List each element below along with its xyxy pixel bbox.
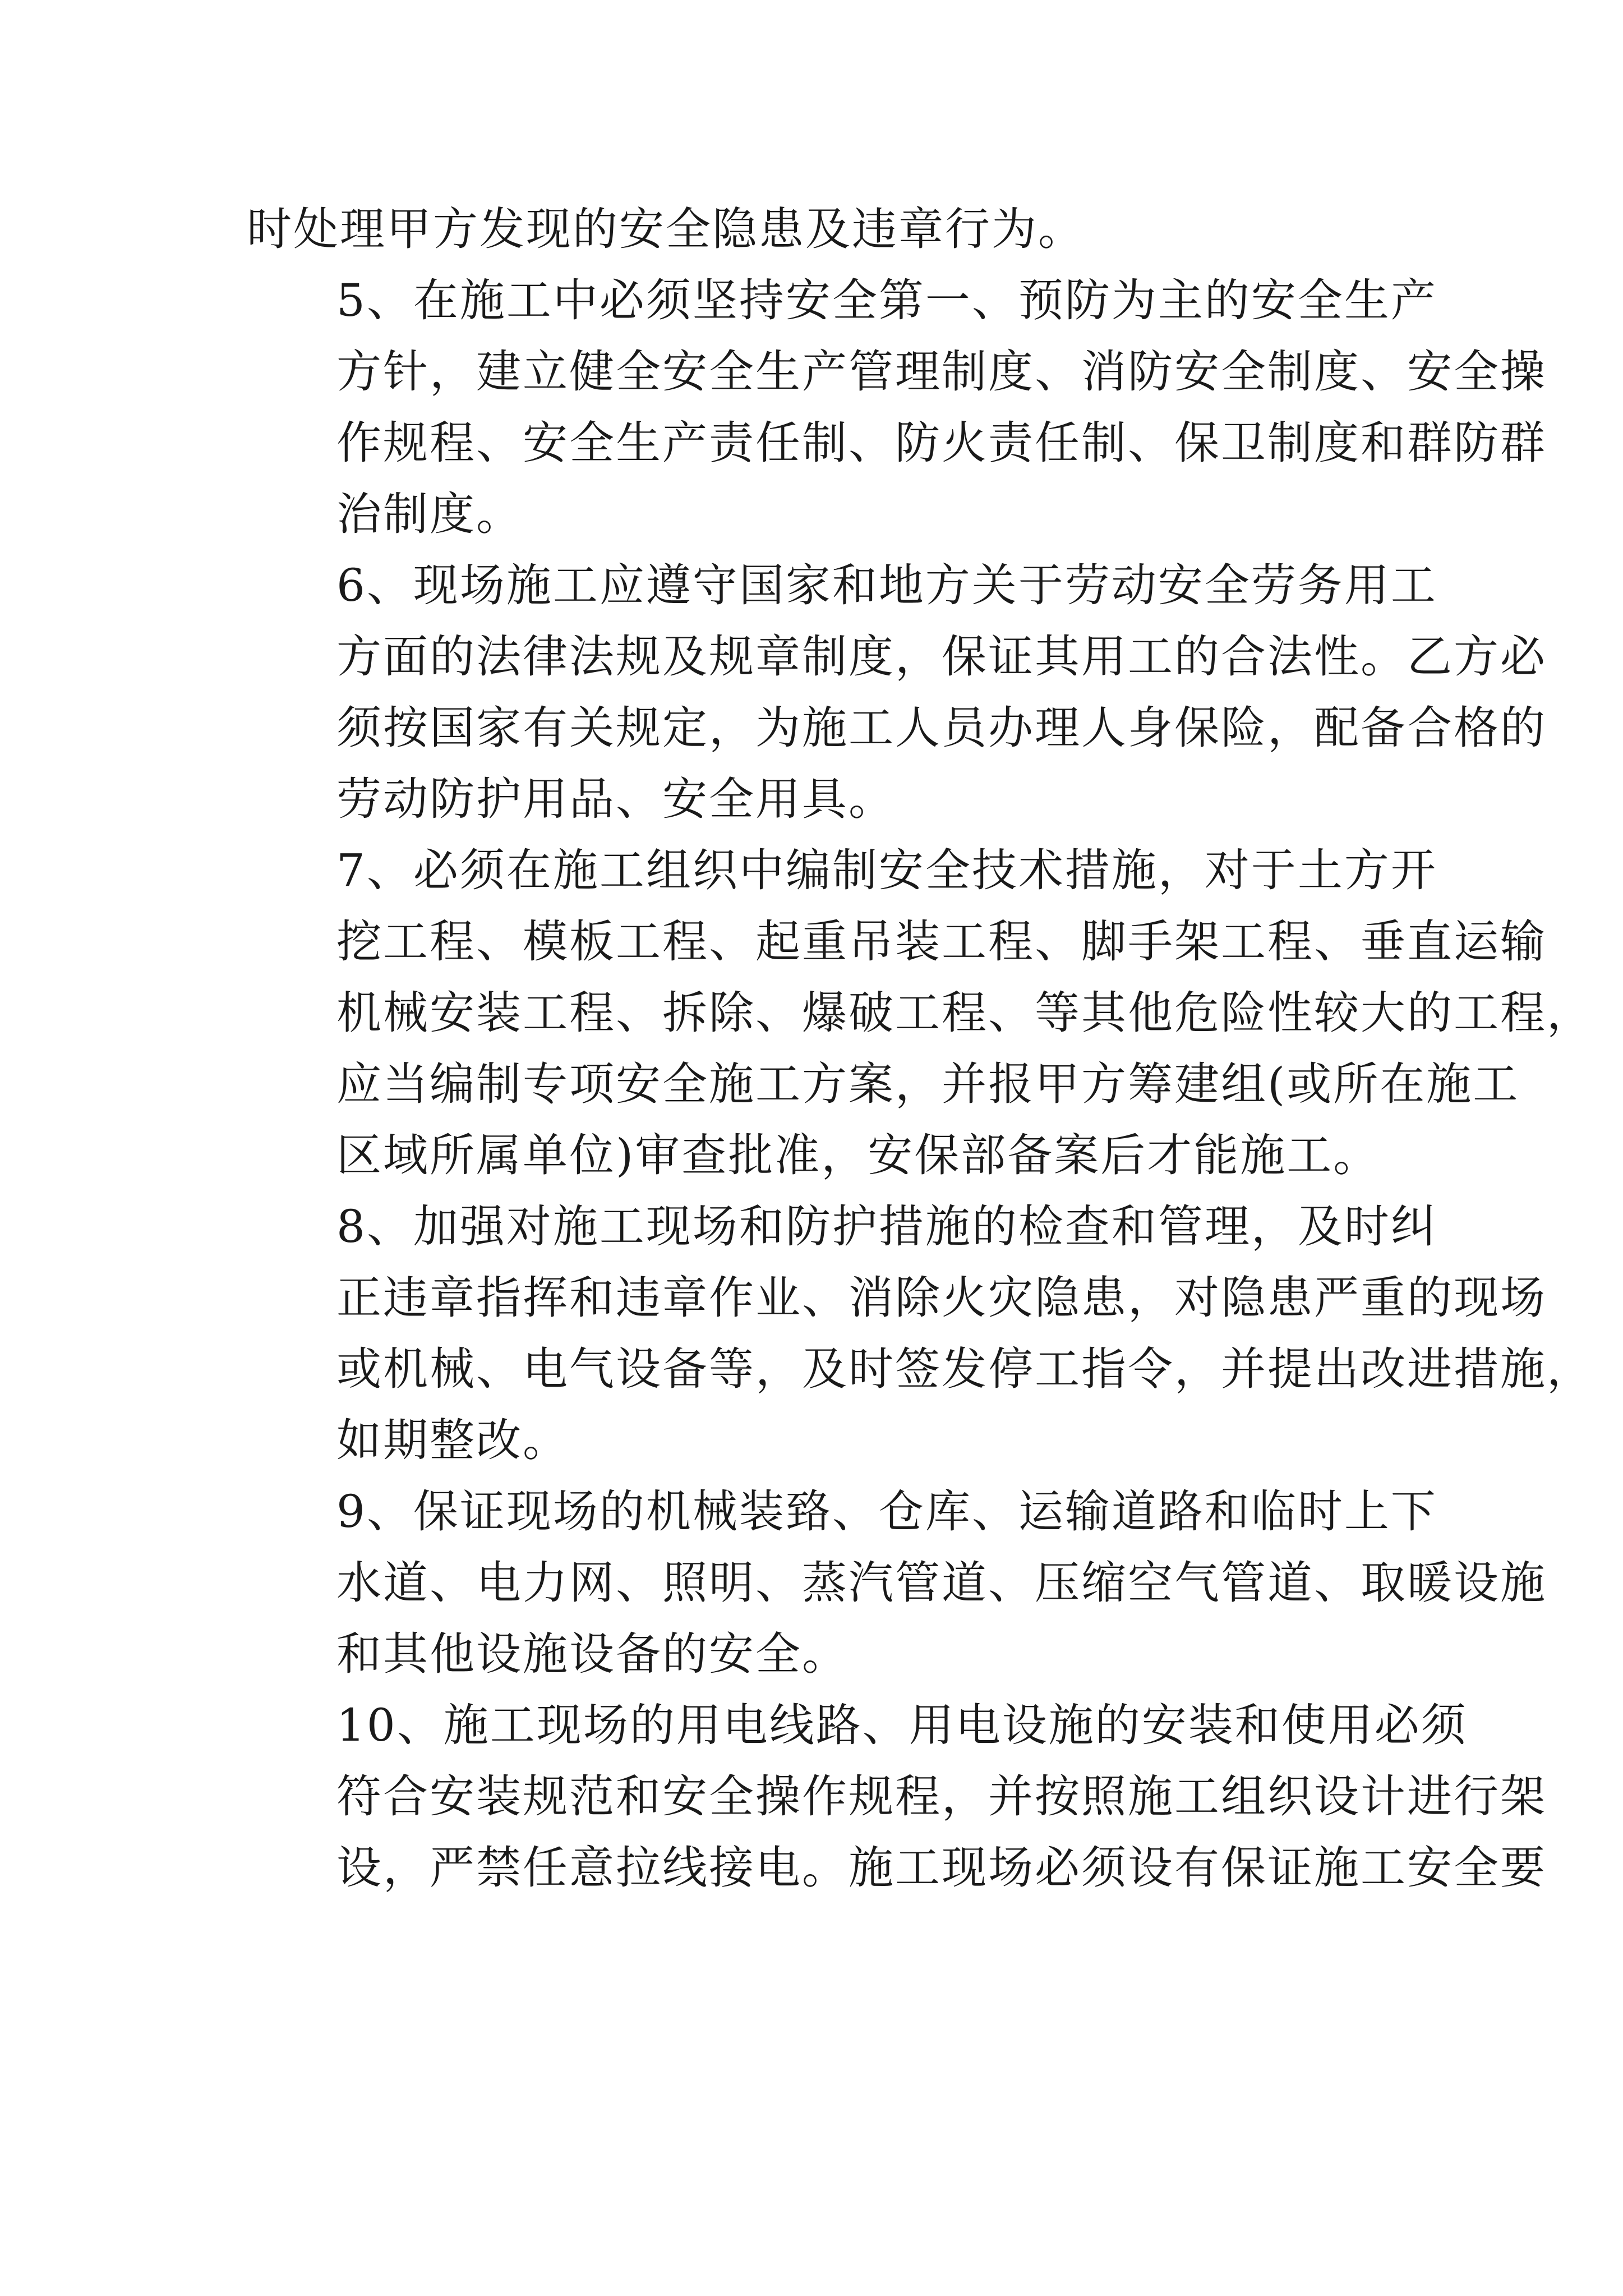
paragraph-continuation [247, 194, 1385, 265]
text-line: 水道、电力网、照明、蒸汽管道、压缩空气管道、取暖设施 [336, 1557, 1547, 1609]
text-line: 方针，建立健全安全生产管理制度、消防安全制度、安全操 [336, 346, 1547, 398]
text-line: 5、在施工中必须坚持安全第一、预防为主的安全生产 [336, 274, 1437, 326]
text-line: 应当编制专项安全施工方案，并报甲方筹建组(或所在施工 [336, 1058, 1520, 1110]
text-line: 治制度。 [336, 488, 523, 540]
text-line: 或机械、电气设备等，及时签发停工指令，并提出改进措施， [336, 1343, 1593, 1395]
text-line: 符合安装规范和安全操作规程，并按照施工组织设计进行架 [336, 1770, 1547, 1823]
text-line: 7、必须在施工组织中编制安全技术措施，对于土方开 [336, 844, 1437, 896]
text-line: 挖工程、模板工程、起重吊装工程、脚手架工程、垂直运输 [336, 915, 1547, 968]
text-line: 时处理甲方发现的安全隐患及违章行为。 [247, 203, 1085, 255]
text-line: 如期整改。 [336, 1414, 569, 1466]
text-line: 10、施工现场的用电线路、用电设施的安装和使用必须 [336, 1699, 1468, 1751]
text-line: 须按国家有关规定，为施工人员办理人身保险，配备合格的 [336, 702, 1547, 754]
text-line: 方面的法律法规及规章制度，保证其用工的合法性。乙方必 [336, 631, 1547, 683]
document-body [247, 194, 1593, 1903]
text-line: 8、加强对施工现场和防护措施的检查和管理，及时纠 [336, 1200, 1437, 1253]
text-line: 正违章指挥和违章作业、消除火灾隐患，对隐患严重的现场 [336, 1272, 1547, 1324]
text-line: 机械安装工程、拆除、爆破工程、等其他危险性较大的工程， [336, 987, 1593, 1039]
text-line: 设，严禁任意拉线接电。施工现场必须设有保证施工安全要 [336, 1842, 1547, 1894]
paragraph-item-7 [247, 835, 1593, 1191]
text-line: 劳动防护用品、安全用具。 [336, 773, 895, 825]
text-line: 6、现场施工应遵守国家和地方关于劳动安全劳务用工 [336, 559, 1437, 611]
text-line: 作规程、安全生产责任制、防火责任制、保卫制度和群防群 [336, 417, 1547, 469]
paragraph-item-9 [247, 1476, 1547, 1690]
text-line: 和其他设施设备的安全。 [336, 1628, 849, 1680]
paragraph-item-5 [247, 265, 1547, 550]
text-line: 9、保证现场的机械装臵、仓库、运输道路和临时上下 [336, 1485, 1437, 1538]
text-line: 区域所属单位)审查批准，安保部备案后才能施工。 [336, 1129, 1380, 1181]
paragraph-item-10 [247, 1690, 1547, 1903]
paragraph-item-8 [247, 1191, 1593, 1476]
paragraph-item-6 [247, 550, 1547, 835]
